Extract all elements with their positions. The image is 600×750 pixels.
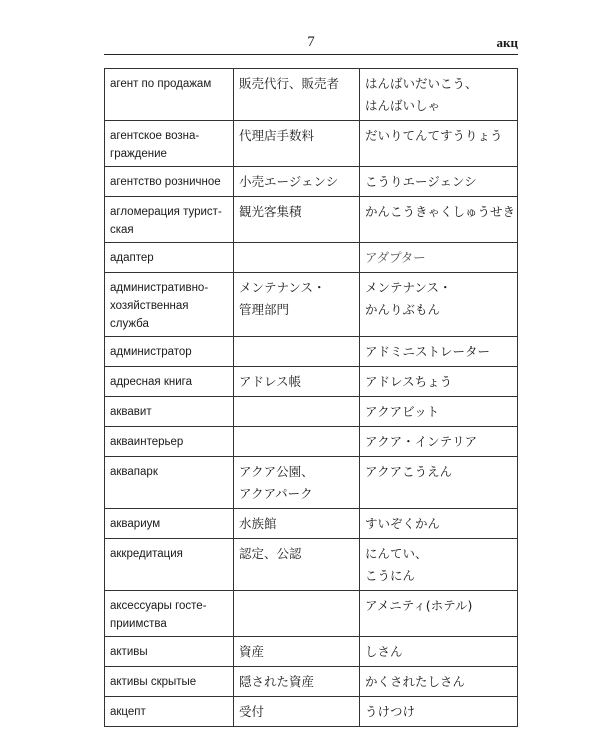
table-row xyxy=(105,427,518,457)
cell-text-line: メンテナンス・ xyxy=(365,280,452,295)
table-row xyxy=(105,457,518,509)
kana-reading-cell xyxy=(360,167,518,197)
japanese-term-cell xyxy=(234,273,360,337)
cell-text-line: だいりてんてすうりょう xyxy=(365,128,503,143)
glossary-body xyxy=(105,69,518,727)
russian-term-cell xyxy=(105,637,234,667)
russian-term-cell xyxy=(105,273,234,337)
cell-text-line: うけつけ xyxy=(365,704,416,719)
cell-text-line: しさん xyxy=(365,644,403,659)
cell-text-line: 観光客集積 xyxy=(239,204,302,219)
japanese-term-cell xyxy=(234,367,360,397)
japanese-term-cell xyxy=(234,243,360,273)
cell-text-line: 小売エージェンシ xyxy=(239,174,339,189)
japanese-term-cell xyxy=(234,397,360,427)
table-row xyxy=(105,69,518,121)
cell-text-line: аксессуары госте- xyxy=(110,600,207,612)
japanese-term-cell xyxy=(234,167,360,197)
russian-term-cell xyxy=(105,539,234,591)
cell-text-line: 隠された資産 xyxy=(239,674,315,689)
running-head: акц xyxy=(496,35,518,50)
cell-text-line: аквариум xyxy=(110,518,161,530)
kana-reading-cell xyxy=(360,509,518,539)
kana-reading-cell xyxy=(360,397,518,427)
cell-text-line: граждение xyxy=(110,148,167,160)
cell-text-line: аквавит xyxy=(110,406,152,418)
russian-term-cell xyxy=(105,397,234,427)
kana-reading-cell xyxy=(360,539,518,591)
page-header xyxy=(104,32,518,55)
kana-reading-cell xyxy=(360,697,518,727)
russian-term-cell xyxy=(105,167,234,197)
japanese-term-cell xyxy=(234,457,360,509)
russian-term-cell xyxy=(105,197,234,243)
cell-text-line: かんこうきゃくしゅうせき xyxy=(365,204,516,219)
russian-term-cell xyxy=(105,427,234,457)
table-row xyxy=(105,367,518,397)
cell-text-line: адресная книга xyxy=(110,376,192,388)
table-row xyxy=(105,509,518,539)
cell-text-line: адаптер xyxy=(110,252,154,264)
cell-text-line: акваинтерьер xyxy=(110,436,184,448)
cell-text-line: агломерация турист- xyxy=(110,206,222,218)
cell-text-line: приимства xyxy=(110,618,167,630)
kana-reading-cell xyxy=(360,457,518,509)
table-row xyxy=(105,337,518,367)
cell-text-line: 認定、公認 xyxy=(239,546,302,561)
kana-reading-cell xyxy=(360,667,518,697)
kana-reading-cell xyxy=(360,243,518,273)
table-row xyxy=(105,197,518,243)
cell-text-line: 代理店手数料 xyxy=(239,128,315,143)
japanese-term-cell xyxy=(234,197,360,243)
cell-text-line: аквапарк xyxy=(110,466,158,478)
russian-term-cell xyxy=(105,591,234,637)
japanese-term-cell xyxy=(234,697,360,727)
cell-text-line: агентское возна- xyxy=(110,130,200,142)
russian-term-cell xyxy=(105,121,234,167)
cell-text-line: 受付 xyxy=(239,704,265,719)
japanese-term-cell xyxy=(234,591,360,637)
cell-text-line: アクアこうえん xyxy=(365,464,453,479)
kana-reading-cell xyxy=(360,197,518,243)
cell-text-line: アクアパーク xyxy=(239,486,313,501)
russian-term-cell xyxy=(105,697,234,727)
cell-text-line: アクア公園、 xyxy=(239,464,314,479)
page-number: 7 xyxy=(307,34,315,50)
table-row xyxy=(105,167,518,197)
table-row xyxy=(105,591,518,637)
cell-text-line: акцепт xyxy=(110,706,146,718)
kana-reading-cell xyxy=(360,637,518,667)
cell-text-line: アメニティ(ホテル) xyxy=(365,598,473,613)
kana-reading-cell xyxy=(360,273,518,337)
russian-term-cell xyxy=(105,367,234,397)
russian-term-cell xyxy=(105,667,234,697)
cell-text-line: メンテナンス・ xyxy=(239,280,326,295)
cell-text-line: администратор xyxy=(110,346,192,358)
russian-term-cell xyxy=(105,457,234,509)
japanese-term-cell xyxy=(234,427,360,457)
kana-reading-cell xyxy=(360,69,518,121)
cell-text-line: にんてい、 xyxy=(365,546,428,561)
cell-text-line: アクアビット xyxy=(365,404,440,419)
russian-term-cell xyxy=(105,337,234,367)
cell-text-line: ская xyxy=(110,224,134,236)
cell-text-line: すいぞくかん xyxy=(365,516,441,531)
table-row xyxy=(105,397,518,427)
cell-text-line: こうにん xyxy=(365,568,416,583)
russian-term-cell xyxy=(105,243,234,273)
cell-text-line: активы xyxy=(110,646,148,658)
japanese-term-cell xyxy=(234,121,360,167)
kana-reading-cell xyxy=(360,367,518,397)
kana-reading-cell xyxy=(360,591,518,637)
cell-text-line: агент по продажам xyxy=(110,78,212,90)
russian-term-cell xyxy=(105,69,234,121)
cell-text-line: アドミニストレーター xyxy=(365,344,491,359)
cell-text-line: 水族館 xyxy=(239,516,277,531)
cell-text-line: はんばいだいこう、 xyxy=(365,76,478,91)
table-row xyxy=(105,637,518,667)
cell-text-line: アダプター xyxy=(365,250,426,265)
glossary-table xyxy=(104,68,518,727)
cell-text-line: アクア・インテリア xyxy=(365,434,478,449)
russian-term-cell xyxy=(105,509,234,539)
cell-text-line: аккредитация xyxy=(110,548,183,560)
cell-text-line: アドレスちょう xyxy=(365,374,453,389)
cell-text-line: こうりエージェンシ xyxy=(365,174,477,189)
cell-text-line: 販売代行、販売者 xyxy=(239,76,340,91)
cell-text-line: かくされたしさん xyxy=(365,674,466,689)
kana-reading-cell xyxy=(360,121,518,167)
cell-text-line: административно- xyxy=(110,282,209,294)
japanese-term-cell xyxy=(234,539,360,591)
kana-reading-cell xyxy=(360,427,518,457)
table-row xyxy=(105,539,518,591)
japanese-term-cell xyxy=(234,637,360,667)
table-row xyxy=(105,667,518,697)
table-row xyxy=(105,243,518,273)
cell-text-line: хозяйственная xyxy=(110,300,189,312)
japanese-term-cell xyxy=(234,337,360,367)
table-row xyxy=(105,697,518,727)
cell-text-line: активы скрытые xyxy=(110,676,197,688)
japanese-term-cell xyxy=(234,667,360,697)
table-row xyxy=(105,121,518,167)
japanese-term-cell xyxy=(234,509,360,539)
cell-text-line: 管理部門 xyxy=(239,302,290,317)
cell-text-line: 資産 xyxy=(239,644,265,659)
cell-text-line: かんりぶもん xyxy=(365,302,441,317)
cell-text-line: アドレス帳 xyxy=(239,374,302,389)
cell-text-line: агентство розничное xyxy=(110,176,221,188)
cell-text-line: служба xyxy=(110,318,149,330)
kana-reading-cell xyxy=(360,337,518,367)
table-row xyxy=(105,273,518,337)
japanese-term-cell xyxy=(234,69,360,121)
cell-text-line: はんばいしゃ xyxy=(365,98,441,113)
